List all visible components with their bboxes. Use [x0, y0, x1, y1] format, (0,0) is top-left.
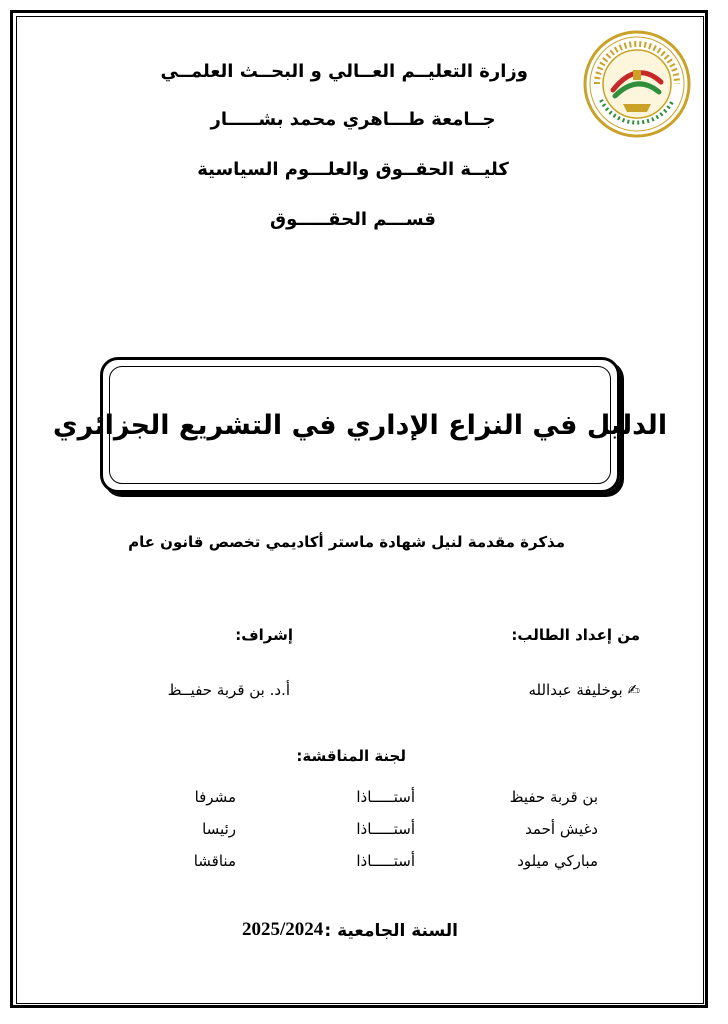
writing-hand-icon: ✍ — [627, 681, 640, 699]
committee-member-role: مشرفا — [194, 788, 236, 806]
prepared-by-label: من إعداد الطالب: — [511, 626, 640, 644]
department-name: قســـم الحقـــــوق — [270, 209, 436, 230]
thesis-title-box — [52, 357, 668, 493]
committee-label: لجنة المناقشة: — [296, 747, 406, 765]
student-name: بوخليفة عبدالله — [528, 681, 623, 699]
committee-member-rank: أستـــــاذا — [356, 788, 415, 806]
committee-member-rank: أستـــــاذا — [356, 852, 415, 870]
committee-member-rank: أستـــــاذا — [356, 820, 415, 838]
university-seal-icon — [583, 30, 691, 138]
university-name: جــامعة طـــاهري محمد بشـــــار — [210, 109, 496, 130]
committee-member-name: مباركي ميلود — [517, 852, 598, 870]
committee-member-name: بن قربة حفيظ — [509, 788, 598, 806]
ministry-name: وزارة التعليــم العــالي و البحــث العلمــي — [160, 61, 528, 82]
committee-member-role: مناقشا — [193, 852, 236, 870]
academic-year-value: 2025/2024 — [242, 919, 324, 940]
supervisor-name: أ.د. بن قربة حفيــظ — [167, 681, 290, 699]
academic-year-label: السنة الجامعية : — [324, 921, 458, 941]
thesis-title: الدليل في النزاع الإداري في التشريع الجزائري — [52, 409, 668, 441]
committee-member-name: دغيش أحمد — [525, 820, 598, 838]
student-entry — [528, 680, 640, 700]
committee-member-role: رئيسا — [202, 820, 236, 838]
thesis-subtitle: مذكرة مقدمة لنيل شهادة ماستر أكاديمي تخصص قانون عام — [128, 533, 565, 551]
faculty-name: كليــة الحقــوق والعلـــوم السياسية — [197, 159, 509, 180]
supervision-label: إشراف: — [235, 626, 293, 644]
